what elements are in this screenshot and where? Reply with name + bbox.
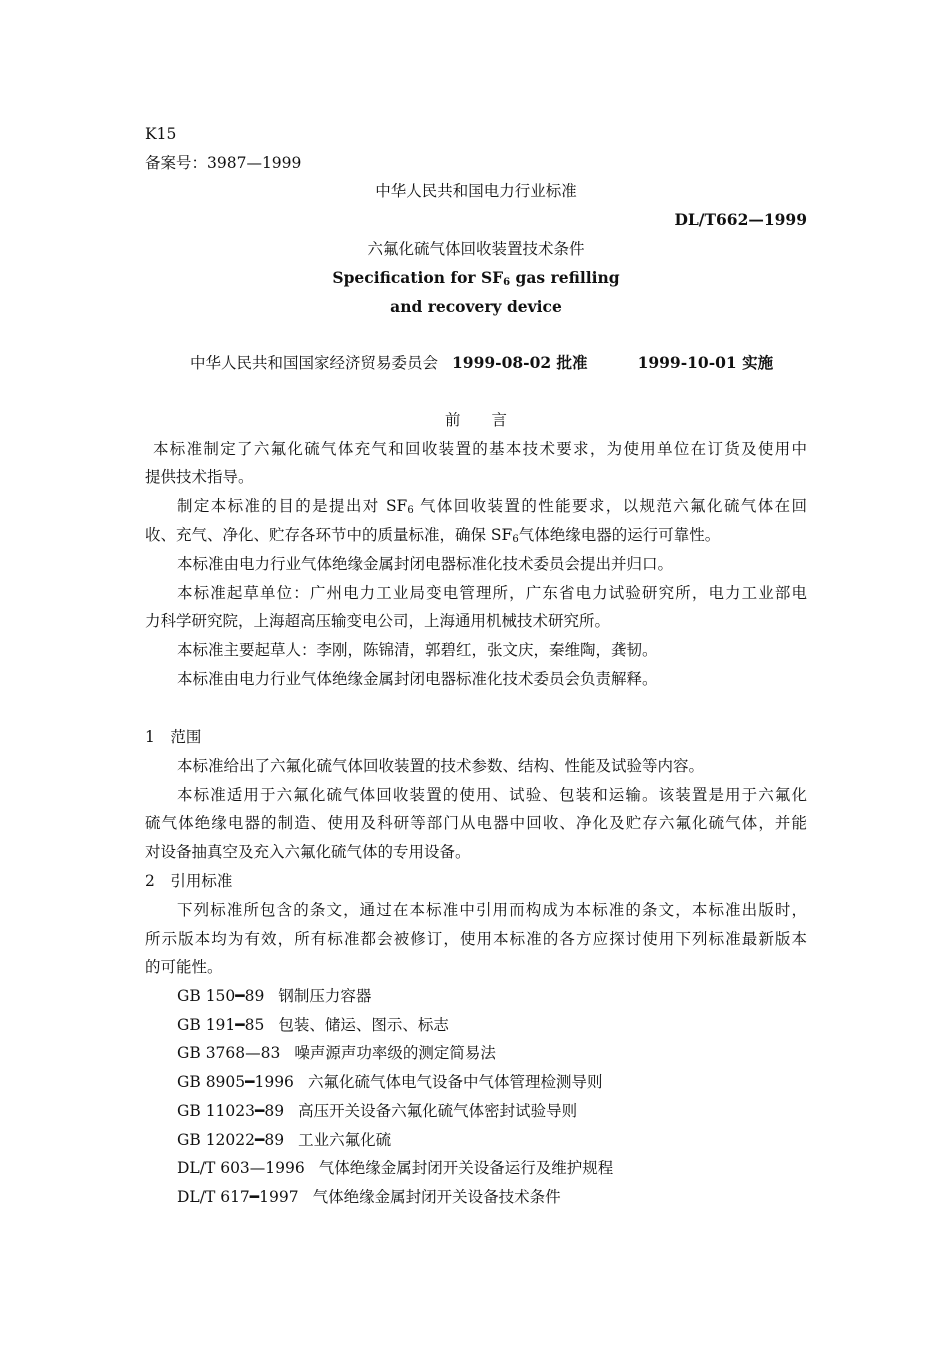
foreword-p4-line1: 本标准起草单位：广州电力工业局变电管理所，广东省电力试验研究所，电力工业部电	[177, 584, 807, 602]
reference-item: GB 3768—83 噪声源声功率级的测定简易法	[177, 1044, 496, 1062]
document-title-en-line2: and recovery device	[390, 297, 562, 316]
foreword-p3: 本标准由电力行业气体绝缘金属封闭电器标准化技术委员会提出并归口。	[177, 555, 674, 573]
approval-date: 1999-08-02 批准	[452, 353, 588, 372]
section2-p1-line2: 所示版本均为有效，所有标准都会被修订，使用本标准的各方应探讨使用下列标准最新版本	[145, 930, 807, 948]
issuer: 中华人民共和国国家经济贸易委员会	[190, 354, 439, 372]
foreword-p1-line1: 本标准制定了六氟化硫气体充气和回收装置的基本技术要求，为使用单位在订货及使用中	[153, 440, 807, 458]
approval-line	[190, 353, 790, 373]
foreword-p2-line1: 制定本标准的目的是提出对 $SF_6$ 气体回收装置的性能要求，以规范六氟化硫气体在回	[177, 497, 807, 516]
reference-item: GB 12022━89 工业六氟化硫	[177, 1131, 392, 1149]
section1-heading: 1 范围	[145, 728, 202, 746]
section2-p1-line3: 的可能性。	[145, 958, 223, 976]
document-title-cn: 六氟化硫气体回收装置技术条件	[367, 240, 585, 258]
record-number: 备案号：3987—1999	[145, 154, 302, 172]
foreword-p2-line2: 收、充气、净化、贮存各环节中的质量标准，确保 $SF_6$气体绝缘电器的运行可靠性。	[145, 526, 721, 545]
section2-p1-line1: 下列标准所包含的条文，通过在本标准中引用而构成为本标准的条文，本标准出版时，	[177, 901, 807, 919]
class-code: K15	[145, 125, 177, 143]
foreword-p6: 本标准由电力行业气体绝缘金属封闭电器标准化技术委员会负责解释。	[177, 670, 658, 688]
foreword-p5: 本标准主要起草人：李刚，陈锦清，郭碧红，张文庆，秦维陶，龚韧。	[177, 641, 658, 659]
effective-date: 1999-10-01 实施	[637, 353, 774, 372]
section1-p2-line1: 本标准适用于六氟化硫气体回收装置的使用、试验、包装和运输。该装置是用于六氟化	[177, 786, 807, 804]
reference-item: GB 150━89 钢制压力容器	[177, 987, 372, 1005]
section1-p1: 本标准给出了六氟化硫气体回收装置的技术参数、结构、性能及试验等内容。	[177, 757, 705, 775]
reference-item: GB 8905━1996 六氟化硫气体电气设备中气体管理检测导则	[177, 1073, 603, 1091]
reference-item: DL/T 617━1997 气体绝缘金属封闭开关设备技术条件	[177, 1188, 561, 1206]
section1-p2-line2: 硫气体绝缘电器的制造、使用及科研等部门从电器中回收、净化及贮存六氟化硫气体，并能	[145, 814, 807, 832]
industry-standard-title: 中华人民共和国电力行业标准	[375, 182, 577, 200]
document-title-en-line1: Specification for $SF_6$ gas refilling	[332, 268, 620, 288]
reference-item: GB 191━85 包装、储运、图示、标志	[177, 1016, 449, 1034]
standard-number: DL/T662—1999	[674, 210, 807, 229]
foreword-heading: 前 言	[444, 411, 507, 429]
section1-p2-line3: 对设备抽真空及充入六氟化硫气体的专用设备。	[145, 843, 471, 861]
foreword-p1-line2: 提供技术指导。	[145, 468, 254, 486]
foreword-p4-line2: 力科学研究院，上海超高压输变电公司，上海通用机械技术研究所。	[145, 612, 611, 630]
reference-item: GB 11023━89 高压开关设备六氟化硫气体密封试验导则	[177, 1102, 578, 1120]
section2-heading: 2 引用标准	[145, 872, 233, 890]
reference-item: DL/T 603—1996 气体绝缘金属封闭开关设备运行及维护规程	[177, 1159, 614, 1177]
